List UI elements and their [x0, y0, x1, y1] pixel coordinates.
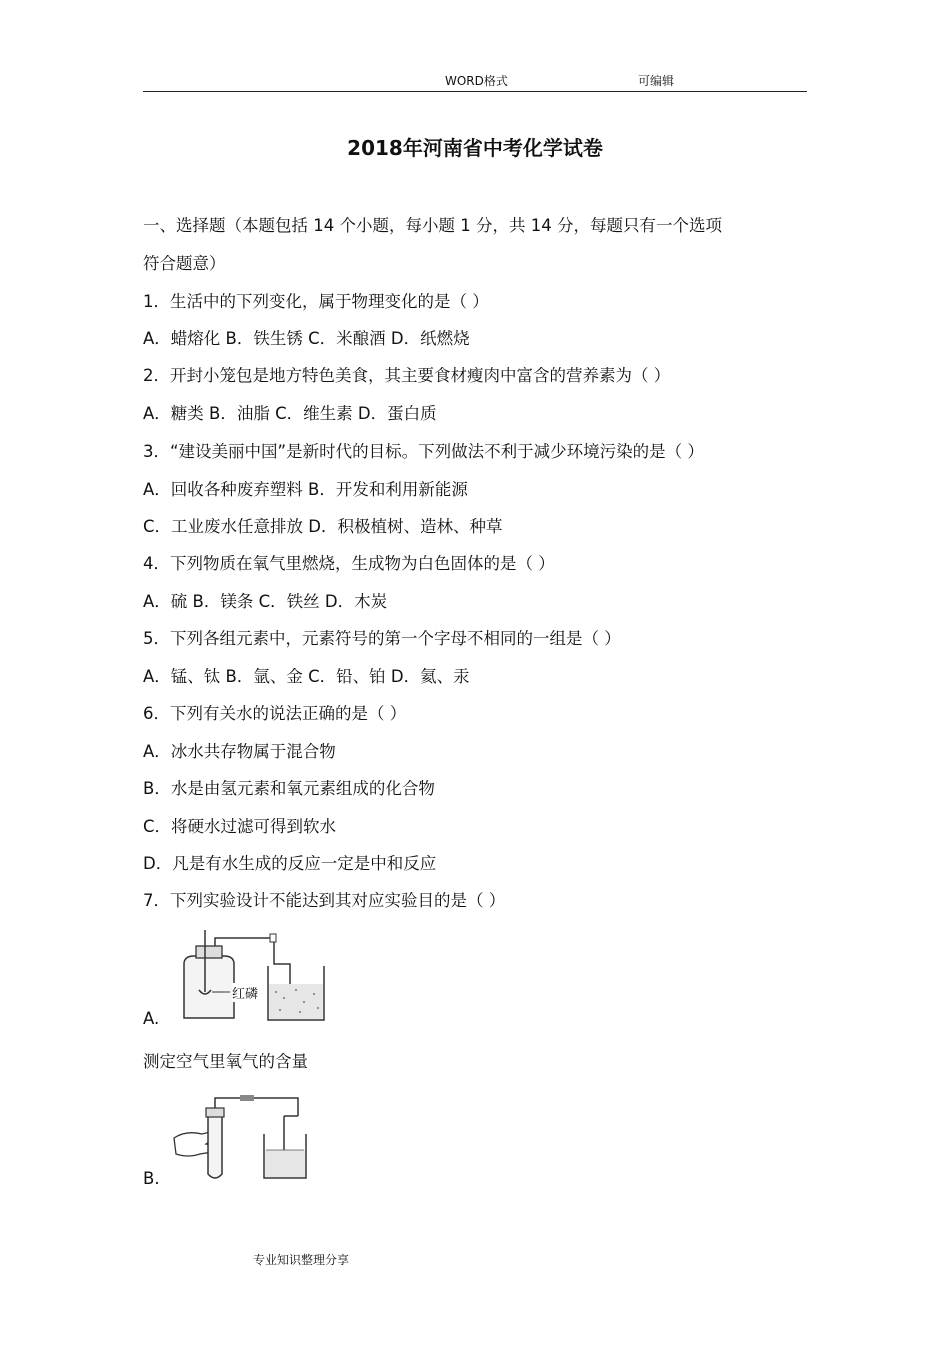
question-3-options-cd: C．工业废水任意排放 D．积极植树、造林、种草 — [143, 517, 503, 536]
header-left: WORD格式 — [445, 74, 508, 88]
section-heading-line1: 一、选择题（本题包括 14 个小题，每小题 1 分，共 14 分，每题只有一个选项 — [143, 216, 722, 235]
question-5: 5．下列各组元素中，元素符号的第一个字母不相同的一组是（ ） — [143, 629, 621, 648]
question-3-options-ab: A．回收各种废弃塑料 B．开发和利用新能源 — [143, 480, 468, 499]
question-2: 2．开封小笼包是地方特色美食，其主要食材瘦肉中富含的营养素为（ ） — [143, 366, 671, 385]
question-6-option-b: B．水是由氢元素和氧元素组成的化合物 — [143, 779, 435, 798]
question-7-option-a-caption: 测定空气里氧气的含量 — [143, 1052, 308, 1071]
page-footer: 专业知识整理分享 — [253, 1253, 350, 1267]
airtightness-check-figure — [172, 1090, 312, 1184]
question-7-option-b-letter: B. — [143, 1169, 160, 1188]
question-1-options: A．蜡熔化 B．铁生锈 C．米酿酒 D．纸燃烧 — [143, 329, 470, 348]
question-7: 7．下列实验设计不能达到其对应实验目的是（ ） — [143, 891, 506, 910]
question-3: 3．“建设美丽中国”是新时代的目标。下列做法不利于减少环境污染的是（ ） — [143, 442, 704, 461]
header-right: 可编辑 — [638, 74, 675, 88]
question-4-options: A．硫 B．镁条 C．铁丝 D．木炭 — [143, 592, 388, 611]
red-phosphorus-label: 红磷 — [232, 983, 258, 1002]
question-6-option-d: D．凡是有水生成的反应一定是中和反应 — [143, 854, 437, 873]
section-heading-line2: 符合题意） — [143, 254, 226, 273]
oxygen-content-apparatus-figure — [172, 926, 334, 1026]
question-4: 4．下列物质在氧气里燃烧，生成物为白色固体的是（ ） — [143, 554, 555, 573]
question-6-option-a: A．冰水共存物属于混合物 — [143, 742, 336, 761]
question-1: 1．生活中的下列变化，属于物理变化的是（ ） — [143, 292, 489, 311]
page-title: 2018年河南省中考化学试卷 — [347, 136, 603, 160]
question-6: 6．下列有关水的说法正确的是（ ） — [143, 704, 407, 723]
question-6-option-c: C．将硬水过滤可得到软水 — [143, 817, 337, 836]
question-7-option-a-letter: A. — [143, 1009, 160, 1028]
header-rule — [143, 91, 807, 92]
question-5-options: A．锰、钛 B．氩、金 C．铅、铂 D．氦、汞 — [143, 667, 470, 686]
question-2-options: A．糖类 B．油脂 C．维生素 D．蛋白质 — [143, 404, 437, 423]
